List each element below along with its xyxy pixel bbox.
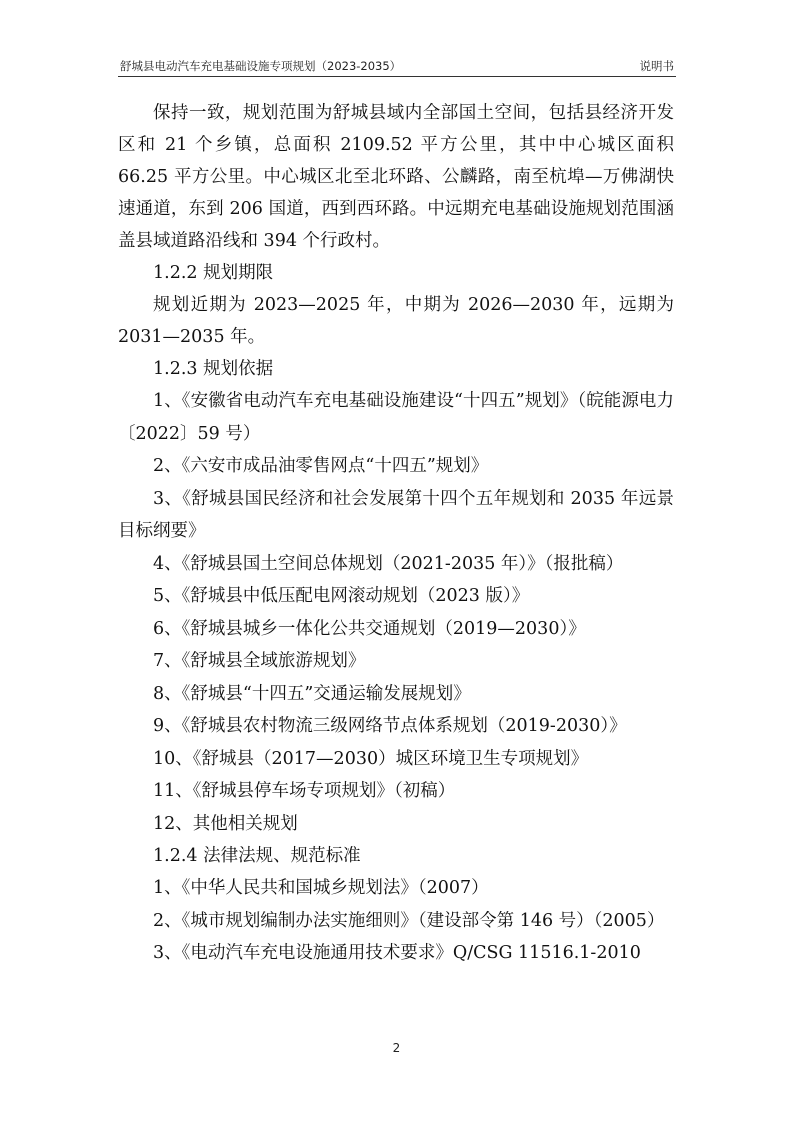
- basis-item: 12、其他相关规划: [153, 813, 298, 834]
- basis-item: 6、《舒城县城乡一体化公共交通规划（2019—2030）》: [153, 618, 586, 639]
- basis-item: 9、《舒城县农村物流三级网络节点体系规划（2019-2030）》: [153, 716, 627, 736]
- document-section-label: 说明书: [639, 59, 674, 73]
- page-header: [118, 58, 676, 76]
- regulation-item: 1、《中华人民共和国城乡规划法》（2007）: [153, 878, 489, 898]
- page-body: [118, 97, 674, 970]
- scope-paragraph: 保持一致，规划范围为舒城县域内全部国土空间，包括县经济开发区和 21 个乡镇，总面积 2109.52 平方公里，其中中心城区面积 66.25 平方公里。中心城区北至北环路、公麟路，南至杭埠—万佛湖快速通道，东到 206 国道，西到西环路。中远期充电基础设施规划范围涵盖县域道路沿线和 394 个行政村。: [118, 103, 674, 251]
- regulation-item: 2、《城市规划编制办法实施细则》（建设部令第 146 号）（2005）: [153, 910, 665, 931]
- basis-item: 10、《舒城县（2017—2030）城区环境卫生专项规划》: [153, 748, 589, 769]
- basis-item: 1、《安徽省电动汽车充电基础设施建设“十四五”规划》（皖能源电力〔2022〕59 号）: [118, 391, 674, 444]
- basis-item: 3、《舒城县国民经济和社会发展第十四个五年规划和 2035 年远景目标纲要》: [118, 488, 674, 541]
- planning-period-paragraph: 规划近期为 2023—2025 年，中期为 2026—2030 年，远期为 2031—2035 年。: [118, 295, 674, 347]
- basis-item: 5、《舒城县中低压配电网滚动规划（2023 版）》: [153, 586, 530, 606]
- basis-item: 11、《舒城县停车场专项规划》（初稿）: [153, 781, 456, 801]
- page-number: 2: [392, 1041, 401, 1055]
- header-divider: [118, 76, 676, 77]
- basis-item: 7、《舒城县全域旅游规划》: [153, 651, 366, 671]
- section-heading-1-2-4: 1.2.4 法律法规、规范标准: [153, 846, 361, 866]
- basis-item: 4、《舒城县国土空间总体规划（2021-2035 年）》（报批稿）: [153, 553, 624, 574]
- section-heading-1-2-3: 1.2.3 规划依据: [153, 359, 274, 379]
- section-heading-1-2-2: 1.2.2 规划期限: [153, 263, 274, 283]
- regulation-item: 3、《电动汽车充电设施通用技术要求》Q/CSG 11516.1-2010: [153, 943, 641, 963]
- basis-item: 8、《舒城县“十四五”交通运输发展规划》: [153, 683, 471, 704]
- basis-item: 2、《六安市成品油零售网点“十四五”规划》: [153, 456, 489, 476]
- document-title: 舒城县电动汽车充电基础设施专项规划（2023-2035）: [120, 59, 402, 73]
